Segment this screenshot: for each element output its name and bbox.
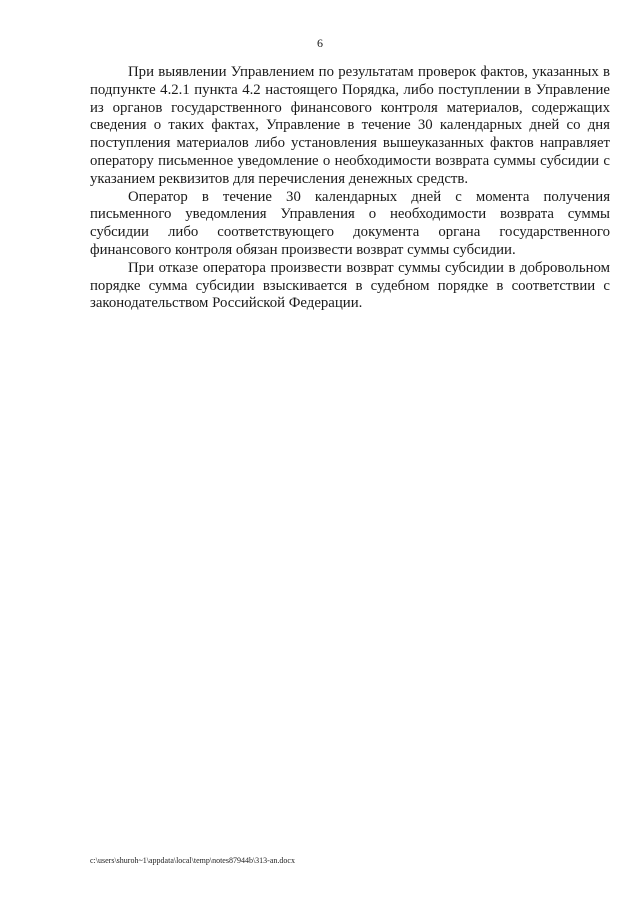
- paragraph-refund-notification: При выявлении Управлением по результатам проверок фактов, указанных в подпункте 4.2.1 пункта 4.2 настоящего Порядка, либо поступлении в Управление из органов государственного финансового контроля материалов, содержащих сведения о таких фактах, Управление в течение 30 календарных дней со дня поступления материалов либо установления вышеуказанных фактов направляет оператору письменное уведомление о необходимости возврата суммы субсидии с указанием реквизитов для перечисления денежных средств.: [90, 64, 610, 187]
- paragraph-court-recovery: При отказе оператора произвести возврат суммы субсидии в добровольном порядке сумма субсидии взыскивается в судебном порядке в соответствии с законодательством Российской Федерации.: [90, 259, 610, 312]
- footer-file-path: c:\users\shuroh~1\appdata\local\temp\notes87944b\313-an.docx: [90, 856, 295, 865]
- page-number: 6: [317, 36, 323, 50]
- document-body: [90, 64, 610, 313]
- paragraph-operator-obligation: Оператор в течение 30 календарных дней с момента получения письменного уведомления Управления о необходимости возврата суммы субсидии либо соответствующего документа органа государственного финансового контроля обязан произвести возврат суммы субсидии.: [90, 188, 610, 258]
